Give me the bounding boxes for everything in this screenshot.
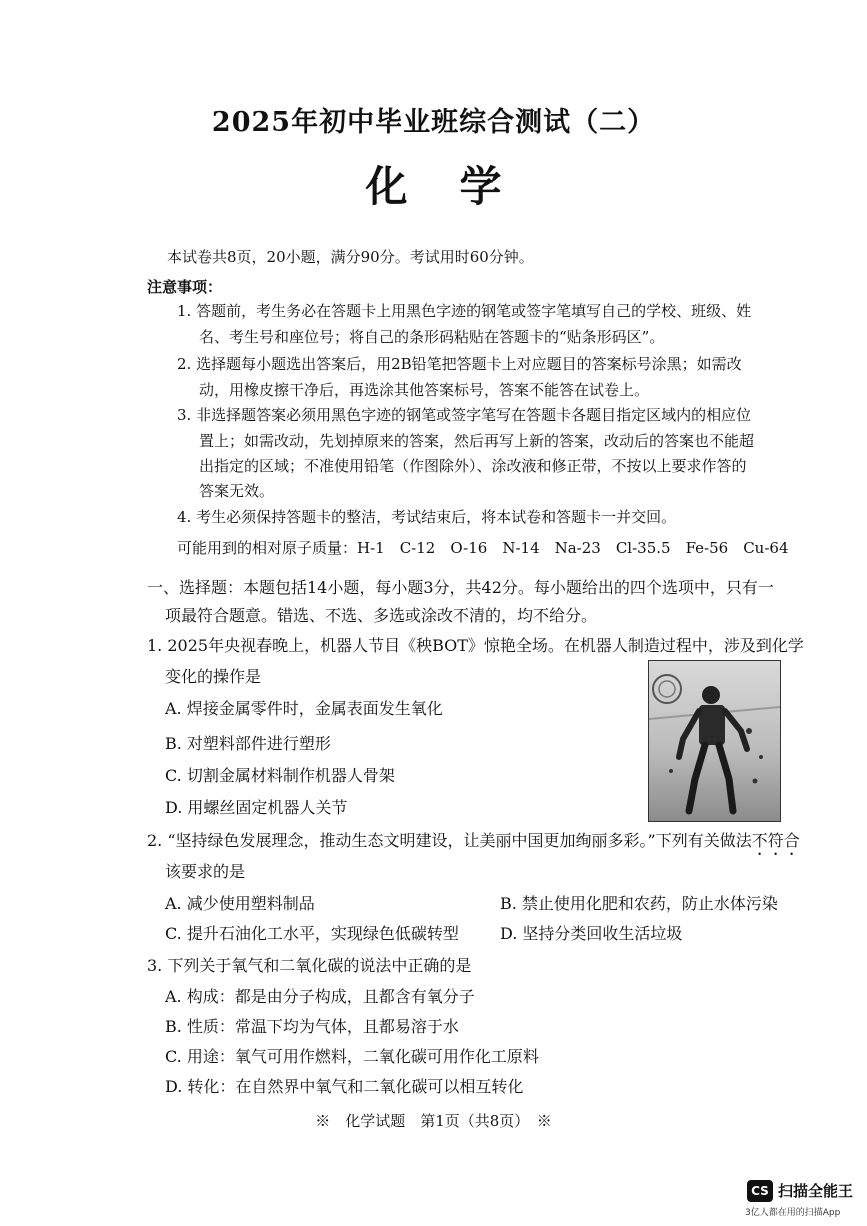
question-2-option-a[interactable]: A. 减少使用塑料制品 (165, 894, 315, 913)
atomic-masses: 可能用到的相对原子质量：H-1 C-12 O-16 N-14 Na-23 Cl-35.5 Fe-56 Cu-64 (177, 539, 789, 557)
question-2-stem-cont: 该要求的是 (165, 862, 246, 881)
notice-line: 2. 选择题每小题选出答案后，用2B铅笔把答题卡上对应题目的答案标号涂黑；如需改 (177, 355, 742, 373)
question-1-option-d[interactable]: D. 用螺丝固定机器人关节 (165, 798, 348, 817)
notice-line: 名、考生号和座位号；将自己的条形码粘贴在答题卡的“贴条形码区”。 (199, 328, 665, 346)
camscanner-name: 扫描全能王 (778, 1182, 854, 1200)
notice-line: 1. 答题前，考生务必在答题卡上用黑色字迹的钢笔或签字笔填写自己的学校、班级、姓 (177, 302, 752, 320)
camscanner-logo-icon: CS (747, 1180, 773, 1202)
question-2-stem-text: 2. “坚持绿色发展理念，推动生态文明建设，让美丽中国更加绚丽多彩。”下列有关做法 (147, 831, 752, 850)
notice-heading: 注意事项： (147, 278, 223, 296)
robot-figure-icon (649, 661, 780, 821)
question-1-option-b[interactable]: B. 对塑料部件进行塑形 (165, 734, 331, 753)
section-heading-cont: 项最符合题意。错选、不选、多选或涂改不清的，均不给分。 (165, 606, 598, 625)
question-2-option-b[interactable]: B. 禁止使用化肥和农药，防止水体污染 (500, 894, 778, 913)
subject-title: 化学 (365, 162, 554, 211)
question-3-option-b[interactable]: B. 性质：常温下均为气体，且都易溶于水 (165, 1017, 459, 1036)
notice-line: 出指定的区域；不准使用铅笔（作图除外）、涂改液和修正带，不按以上要求作答的 (199, 457, 747, 475)
question-3-option-a[interactable]: A. 构成：都是由分子构成，且都含有氧分子 (165, 987, 475, 1006)
question-1-stem: 1. 2025年央视春晚上，机器人节目《秧BOT》惊艳全场。在机器人制造过程中，涉及到化学 (147, 636, 804, 655)
question-1-option-a[interactable]: A. 焊接金属零件时，金属表面发生氧化 (165, 699, 443, 718)
exam-intro: 本试卷共8页，20小题，满分90分。考试用时60分钟。 (167, 248, 534, 266)
robot-dance-photo (648, 660, 781, 822)
question-2-stem (147, 828, 800, 859)
question-3-option-c[interactable]: C. 用途：氧气可用作燃料，二氧化碳可用作化工原料 (165, 1047, 539, 1066)
section-heading: 一、选择题：本题包括14小题，每小题3分，共42分。每小题给出的四个选项中，只有一 (147, 578, 774, 597)
question-2-emphasis: 不符合 (751, 831, 800, 850)
question-2-option-c[interactable]: C. 提升石油化工水平，实现绿色低碳转型 (165, 924, 459, 943)
page-footer: ※ 化学试题 第1页（共8页） ※ (315, 1112, 552, 1130)
question-3-option-d[interactable]: D. 转化：在自然界中氧气和二氧化碳可以相互转化 (165, 1077, 524, 1096)
question-1-option-c[interactable]: C. 切割金属材料制作机器人骨架 (165, 766, 395, 785)
camscanner-tagline: 3亿人都在用的扫描App (745, 1208, 841, 1218)
notice-line: 4. 考生必须保持答题卡的整洁，考试结束后，将本试卷和答题卡一并交回。 (177, 508, 677, 526)
notice-line: 答案无效。 (199, 482, 275, 500)
question-3-stem: 3. 下列关于氧气和二氧化碳的说法中正确的是 (147, 956, 472, 975)
exam-title: 2025年初中毕业班综合测试（二） (211, 107, 656, 138)
notice-line: 动，用橡皮擦干净后，再选涂其他答案标号，答案不能答在试卷上。 (199, 381, 650, 399)
notice-line: 3. 非选择题答案必须用黑色字迹的钢笔或签字笔写在答题卡各题目指定区域内的相应位 (177, 406, 752, 424)
question-1-stem-cont: 变化的操作是 (165, 667, 262, 686)
question-2-option-d[interactable]: D. 坚持分类回收生活垃圾 (500, 924, 683, 943)
notice-line: 置上；如需改动，先划掉原来的答案，然后再写上新的答案，改动后的答案也不能超 (199, 432, 755, 450)
